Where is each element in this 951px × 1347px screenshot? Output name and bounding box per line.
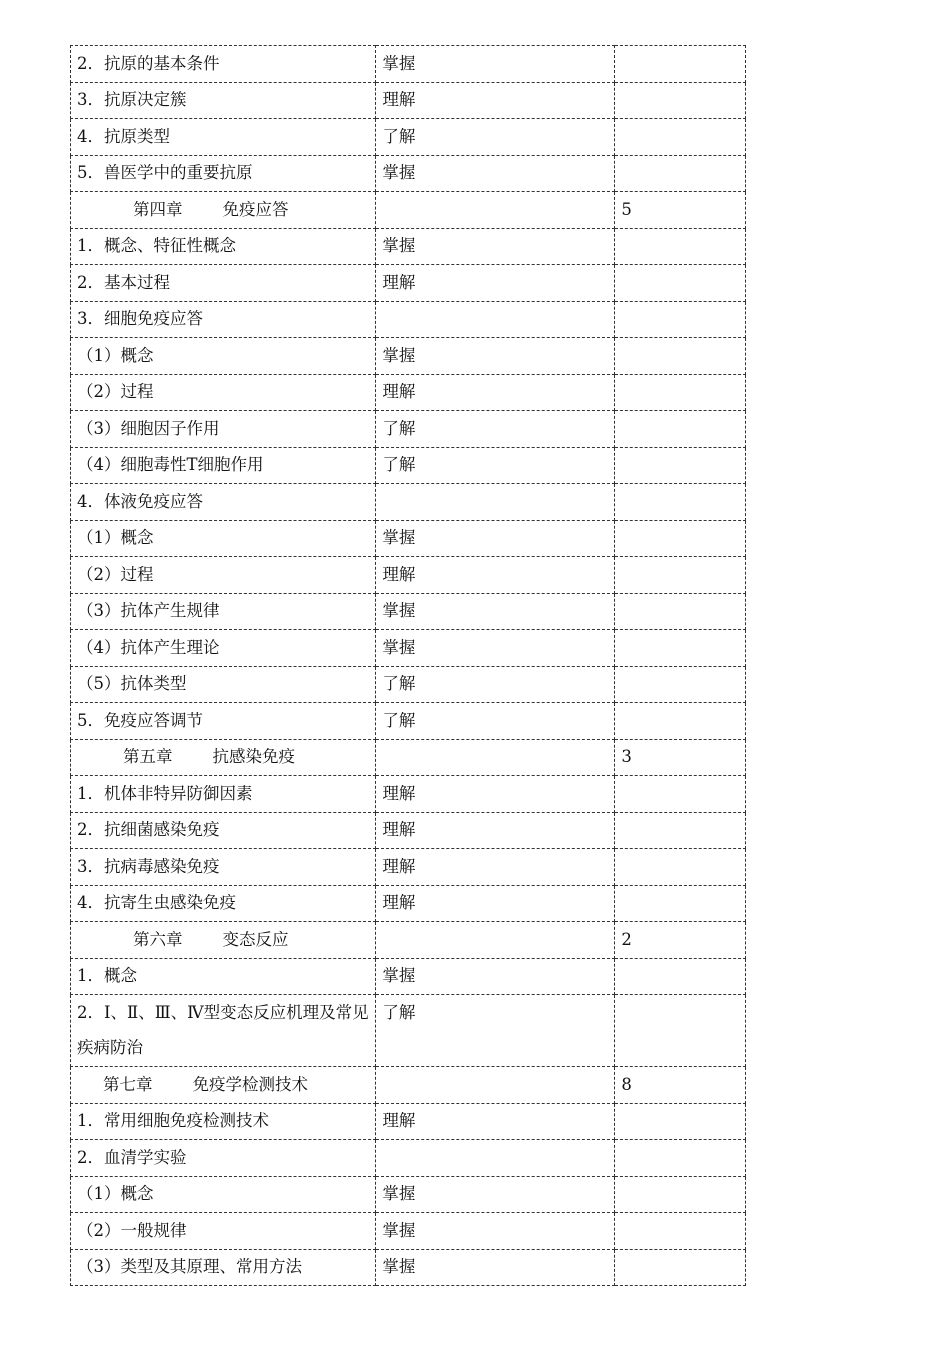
topic-cell: 2．血清学实验 [71,1140,376,1177]
table-row [71,484,746,521]
level-cell: 掌握 [376,155,615,192]
table-row [71,703,746,740]
topic-cell: （5）抗体类型 [71,666,376,703]
level-cell: 掌握 [376,1213,615,1250]
syllabus-table [70,45,746,1286]
hours-cell [615,46,746,83]
chapter-number: 第五章 [123,747,173,767]
level-cell [376,192,615,229]
level-cell: 理解 [376,374,615,411]
hours-cell [615,630,746,667]
hours-cell [615,1213,746,1250]
level-cell [376,1140,615,1177]
hours-cell: 3 [615,739,746,776]
hours-cell [615,593,746,630]
hours-cell [615,812,746,849]
topic-cell: （4）抗体产生理论 [71,630,376,667]
chapter-heading [71,922,376,959]
hours-cell: 8 [615,1067,746,1104]
syllabus-page [70,45,746,1286]
hours-cell [615,411,746,448]
level-cell: 理解 [376,885,615,922]
level-cell: 理解 [376,776,615,813]
hours-cell [615,1103,746,1140]
level-cell: 了解 [376,119,615,156]
topic-cell: 2．Ⅰ、Ⅱ、Ⅲ、Ⅳ型变态反应机理及常见疾病防治 [71,995,376,1067]
topic-cell: 1．概念、特征性概念 [71,228,376,265]
table-row [71,119,746,156]
topic-cell: 1．概念 [71,958,376,995]
hours-cell: 5 [615,192,746,229]
hours-cell [615,776,746,813]
hours-cell [615,82,746,119]
chapter-heading [71,739,376,776]
level-cell: 理解 [376,1103,615,1140]
level-cell: 理解 [376,265,615,302]
hours-cell [615,666,746,703]
level-cell: 掌握 [376,1249,615,1286]
hours-cell [615,885,746,922]
table-row [71,995,746,1067]
topic-cell: （2）过程 [71,374,376,411]
table-row [71,666,746,703]
topic-cell: （3）细胞因子作用 [71,411,376,448]
topic-cell: 4．体液免疫应答 [71,484,376,521]
chapter-row [71,192,746,229]
chapter-title: 变态反应 [222,929,289,949]
topic-cell: 4．抗原类型 [71,119,376,156]
hours-cell [615,338,746,375]
hours-cell [615,995,746,1067]
syllabus-table-body [71,46,746,1286]
table-row [71,958,746,995]
chapter-row [71,922,746,959]
level-cell [376,301,615,338]
table-row [71,1140,746,1177]
table-row [71,301,746,338]
table-row [71,885,746,922]
hours-cell [615,520,746,557]
table-row [71,812,746,849]
topic-cell: （1）概念 [71,1176,376,1213]
table-row [71,155,746,192]
table-row [71,82,746,119]
table-row [71,338,746,375]
table-row [71,265,746,302]
topic-cell: 3．抗病毒感染免疫 [71,849,376,886]
hours-cell [615,849,746,886]
table-row [71,630,746,667]
level-cell: 理解 [376,849,615,886]
topic-cell: 1．机体非特异防御因素 [71,776,376,813]
table-row [71,776,746,813]
table-row [71,1103,746,1140]
topic-cell: （1）概念 [71,520,376,557]
level-cell: 掌握 [376,1176,615,1213]
topic-cell: （2）一般规律 [71,1213,376,1250]
topic-cell: （2）过程 [71,557,376,594]
hours-cell [615,484,746,521]
table-row [71,1249,746,1286]
table-row [71,593,746,630]
hours-cell [615,557,746,594]
hours-cell [615,119,746,156]
topic-cell: 1．常用细胞免疫检测技术 [71,1103,376,1140]
level-cell: 理解 [376,812,615,849]
chapter-row [71,1067,746,1104]
table-row [71,411,746,448]
topic-cell: （4）细胞毒性T细胞作用 [71,447,376,484]
level-cell: 了解 [376,411,615,448]
level-cell: 掌握 [376,958,615,995]
level-cell [376,739,615,776]
chapter-heading [71,192,376,229]
table-row [71,520,746,557]
hours-cell [615,958,746,995]
topic-cell: （3）类型及其原理、常用方法 [71,1249,376,1286]
chapter-title: 抗感染免疫 [212,747,295,767]
topic-cell: （3）抗体产生规律 [71,593,376,630]
table-row [71,228,746,265]
topic-cell: 5．免疫应答调节 [71,703,376,740]
chapter-row [71,739,746,776]
level-cell: 掌握 [376,228,615,265]
topic-cell: 2．抗细菌感染免疫 [71,812,376,849]
level-cell: 掌握 [376,593,615,630]
topic-cell: （1）概念 [71,338,376,375]
chapter-number: 第六章 [133,929,183,949]
level-cell: 掌握 [376,630,615,667]
level-cell [376,484,615,521]
topic-cell: 5．兽医学中的重要抗原 [71,155,376,192]
hours-cell [615,1140,746,1177]
level-cell: 了解 [376,703,615,740]
level-cell: 了解 [376,995,615,1067]
level-cell: 了解 [376,447,615,484]
topic-cell: 4．抗寄生虫感染免疫 [71,885,376,922]
level-cell: 了解 [376,666,615,703]
topic-cell: 2．抗原的基本条件 [71,46,376,83]
chapter-title: 免疫学检测技术 [192,1074,308,1094]
chapter-title: 免疫应答 [222,199,289,219]
hours-cell [615,703,746,740]
table-row [71,1213,746,1250]
hours-cell [615,374,746,411]
table-row [71,374,746,411]
topic-cell: 2．基本过程 [71,265,376,302]
level-cell: 掌握 [376,338,615,375]
hours-cell [615,228,746,265]
level-cell: 理解 [376,557,615,594]
hours-cell [615,1176,746,1213]
hours-cell [615,447,746,484]
topic-cell: 3．细胞免疫应答 [71,301,376,338]
chapter-heading [71,1067,376,1104]
level-cell [376,922,615,959]
level-cell: 掌握 [376,520,615,557]
hours-cell [615,265,746,302]
hours-cell: 2 [615,922,746,959]
table-row [71,1176,746,1213]
table-row [71,447,746,484]
table-row [71,557,746,594]
hours-cell [615,1249,746,1286]
level-cell: 掌握 [376,46,615,83]
level-cell [376,1067,615,1104]
level-cell: 理解 [376,82,615,119]
hours-cell [615,301,746,338]
chapter-number: 第七章 [103,1074,153,1094]
hours-cell [615,155,746,192]
table-row [71,46,746,83]
topic-cell: 3．抗原决定簇 [71,82,376,119]
chapter-number: 第四章 [133,199,183,219]
table-row [71,849,746,886]
